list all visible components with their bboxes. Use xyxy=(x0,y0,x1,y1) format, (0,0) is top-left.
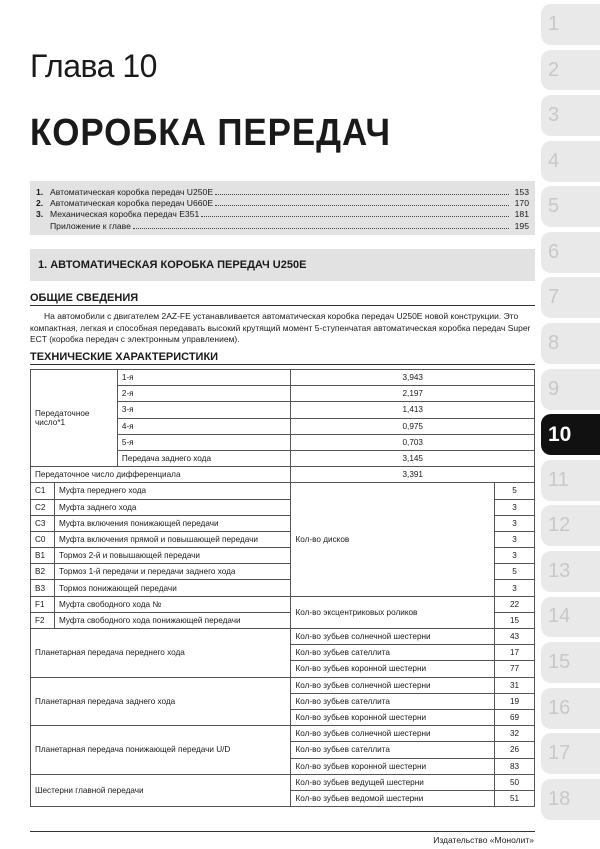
clutch-code: C2 xyxy=(31,499,55,515)
table-row xyxy=(31,774,535,790)
gear-ratio-label: Передаточное число*1 xyxy=(31,370,118,467)
gear-name: Передача заднего хода xyxy=(117,450,291,466)
table-row xyxy=(31,677,535,693)
toc-page: 195 xyxy=(514,220,529,231)
clutch-name: Тормоз 1-й передачи и передачи заднего хода xyxy=(54,564,291,580)
clutch-name: Муфта переднего хода xyxy=(54,483,291,499)
chapter-tab-14[interactable]: 14 xyxy=(541,597,600,638)
gear-value: 0,703 xyxy=(291,434,535,450)
chapter-tab-18[interactable]: 18 xyxy=(541,779,600,820)
discs-label: Кол-во дисков xyxy=(291,483,495,596)
teeth-value: 51 xyxy=(495,790,535,806)
teeth-label: Кол-во зубьев коронной шестерни xyxy=(291,709,495,725)
toc-num: 3. xyxy=(36,209,44,220)
gear-value: 3,145 xyxy=(291,450,535,466)
toc-page: 153 xyxy=(514,187,529,197)
clutch-value: 3 xyxy=(495,548,535,564)
teeth-value: 26 xyxy=(495,742,535,758)
toc-title: Автоматическая коробка передач U660E xyxy=(50,198,214,209)
table-row xyxy=(31,467,535,483)
diff-label: Передаточное число дифференциала xyxy=(31,467,291,483)
clutch-name: Муфта заднего хода xyxy=(54,499,291,515)
teeth-label: Кол-во зубьев солнечной шестерни xyxy=(291,677,495,693)
freewheel-value: 22 xyxy=(495,596,535,612)
teeth-label: Кол-во зубьев ведомой шестерни xyxy=(291,790,495,806)
chapter-tab-2[interactable]: 2 xyxy=(541,50,600,91)
chapter-tab-13[interactable]: 13 xyxy=(541,551,600,592)
freewheel-name: Муфта свободного хода понижающей передачи xyxy=(54,612,291,628)
teeth-label: Кол-во зубьев коронной шестерни xyxy=(291,661,495,677)
freewheel-code: F2 xyxy=(31,612,55,628)
chapter-tab-17[interactable]: 17 xyxy=(541,733,600,774)
general-heading: ОБЩИЕ СВЕДЕНИЯ xyxy=(30,292,535,306)
toc-title: Механическая коробка передач E351 xyxy=(50,209,200,220)
teeth-label: Кол-во зубьев сателлита xyxy=(291,693,495,709)
planetary-name: Планетарная передача переднего хода xyxy=(31,629,291,678)
chapter-tab-4[interactable]: 4 xyxy=(541,141,600,182)
teeth-label: Кол-во зубьев солнечной шестерни xyxy=(291,629,495,645)
gear-value: 2,197 xyxy=(291,386,535,402)
gear-value: 0,975 xyxy=(291,418,535,434)
toc-page: 181 xyxy=(514,209,529,220)
diff-value: 3,391 xyxy=(291,467,535,483)
planetary-name: Планетарная передача заднего хода xyxy=(31,677,291,726)
chapter-tab-16[interactable]: 16 xyxy=(541,688,600,729)
teeth-label: Кол-во зубьев коронной шестерни xyxy=(291,758,495,774)
toc-title: Приложение к главе xyxy=(50,220,131,231)
chapter-tabs xyxy=(541,4,600,824)
gear-name: 5-я xyxy=(117,434,291,450)
toc-item[interactable] xyxy=(36,187,529,198)
chapter-tab-6[interactable]: 6 xyxy=(541,232,600,273)
chapter-tab-10-active[interactable]: 10 xyxy=(541,414,600,455)
specs-heading: ТЕХНИЧЕСКИЕ ХАРАКТЕРИСТИКИ xyxy=(30,351,535,365)
chapter-tab-1[interactable]: 1 xyxy=(541,4,600,45)
teeth-label: Кол-во зубьев солнечной шестерни xyxy=(291,726,495,742)
teeth-value: 69 xyxy=(495,709,535,725)
chapter-tab-5[interactable]: 5 xyxy=(541,186,600,227)
gear-name: 2-я xyxy=(117,386,291,402)
clutch-code: C1 xyxy=(31,483,55,499)
gear-value: 3,943 xyxy=(291,370,535,386)
toc-leader xyxy=(215,205,509,206)
toc-item[interactable] xyxy=(36,221,529,232)
table-of-contents xyxy=(30,181,535,235)
teeth-value: 31 xyxy=(495,677,535,693)
section-header xyxy=(30,249,535,281)
toc-item[interactable] xyxy=(36,198,529,209)
chapter-tab-15[interactable]: 15 xyxy=(541,642,600,683)
toc-leader xyxy=(133,228,509,229)
chapter-label: Глава 10 xyxy=(30,48,157,84)
teeth-label: Кол-во зубьев ведущей шестерни xyxy=(291,774,495,790)
clutch-value: 3 xyxy=(495,580,535,596)
teeth-value: 43 xyxy=(495,629,535,645)
table-row xyxy=(31,596,535,612)
chapter-tab-3[interactable]: 3 xyxy=(541,95,600,136)
section-title: 1. АВТОМАТИЧЕСКАЯ КОРОБКА ПЕРЕДАЧ U250E xyxy=(38,259,307,271)
teeth-label: Кол-во зубьев сателлита xyxy=(291,645,495,661)
clutch-code: B2 xyxy=(31,564,55,580)
toc-item[interactable] xyxy=(36,209,529,220)
gear-name: 1-я xyxy=(117,370,291,386)
final-drive-name: Шестерни главной передачи xyxy=(31,774,291,806)
clutch-name: Муфта включения прямой и повышающей передачи xyxy=(54,531,291,547)
general-text: На автомобили с двигателем 2AZ-FE устанавливается автоматическая коробка передач U250E новой конструкции. Это компактная, легкая и способная передавать высокий крутящий момент 5-ступенчатая автоматическая коробка передач Super ECT (коробка передач с электронным управлением). xyxy=(30,311,531,344)
teeth-value: 77 xyxy=(495,661,535,677)
teeth-value: 50 xyxy=(495,774,535,790)
planetary-name: Планетарная передача понижающей передачи U/D xyxy=(31,726,291,775)
clutch-value: 5 xyxy=(495,564,535,580)
gear-name: 3-я xyxy=(117,402,291,418)
teeth-value: 19 xyxy=(495,693,535,709)
toc-leader xyxy=(215,194,509,195)
gear-value: 1,413 xyxy=(291,402,535,418)
clutch-name: Тормоз понижающей передачи xyxy=(54,580,291,596)
table-row xyxy=(31,370,535,386)
clutch-value: 3 xyxy=(495,531,535,547)
clutch-name: Муфта включения понижающей передачи xyxy=(54,515,291,531)
teeth-value: 32 xyxy=(495,726,535,742)
toc-page: 170 xyxy=(514,198,529,209)
chapter-tab-11[interactable]: 11 xyxy=(541,460,600,501)
table-row xyxy=(31,629,535,645)
toc-title: Автоматическая коробка передач U250E xyxy=(50,187,214,197)
toc-num: 2. xyxy=(36,198,44,209)
clutch-code: B3 xyxy=(31,580,55,596)
clutch-value: 5 xyxy=(495,483,535,499)
clutch-code: B1 xyxy=(31,548,55,564)
clutch-name: Тормоз 2-й и повышающей передачи xyxy=(54,548,291,564)
freewheel-code: F1 xyxy=(31,596,55,612)
clutch-code: C3 xyxy=(31,515,55,531)
gear-name: 4-я xyxy=(117,418,291,434)
specs-table xyxy=(30,369,535,807)
freewheel-value: 15 xyxy=(495,612,535,628)
chapter-tab-9[interactable]: 9 xyxy=(541,369,600,410)
eccentric-label: Кол-во эксцентриковых роликов xyxy=(291,596,495,628)
clutch-value: 3 xyxy=(495,515,535,531)
publisher: Издательство «Монолит» xyxy=(433,835,534,845)
toc-leader xyxy=(201,216,509,217)
footer-divider xyxy=(30,831,535,832)
toc-num: 1. xyxy=(36,187,44,197)
table-row xyxy=(31,483,535,499)
clutch-code: C0 xyxy=(31,531,55,547)
teeth-value: 17 xyxy=(495,645,535,661)
chapter-tab-8[interactable]: 8 xyxy=(541,323,600,364)
teeth-value: 83 xyxy=(495,758,535,774)
freewheel-name: Муфта свободного хода № xyxy=(54,596,291,612)
chapter-title: КОРОБКА ПЕРЕДАЧ xyxy=(30,112,391,154)
chapter-tab-12[interactable]: 12 xyxy=(541,505,600,546)
teeth-label: Кол-во зубьев сателлита xyxy=(291,742,495,758)
clutch-value: 3 xyxy=(495,499,535,515)
table-row xyxy=(31,726,535,742)
chapter-tab-7[interactable]: 7 xyxy=(541,277,600,318)
